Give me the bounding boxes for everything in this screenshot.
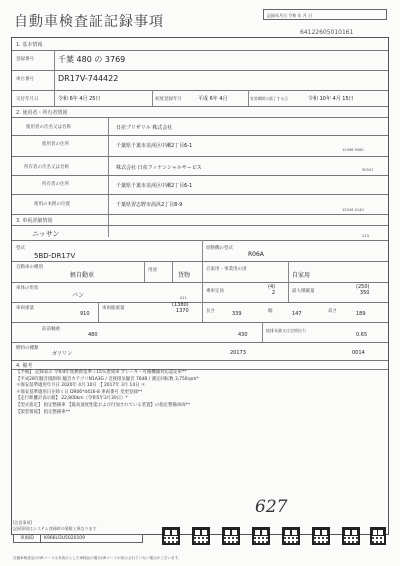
remark-line: ＊保安基準適用日を除く日 DR06*4416-8 車両番号 変更登録** [16, 389, 143, 395]
max-load-label: 最大積載量 [292, 289, 315, 294]
section-vehicle-heading: 3. 車両詳細情報 [16, 218, 53, 224]
business-use-value: 自家用 [292, 272, 311, 279]
section-remarks-heading: 4. 備考 [16, 363, 33, 369]
capacity-value: (4) 2 [268, 284, 276, 296]
vehicle-id-value: K966U3U5020109 [44, 536, 86, 541]
registration-number-label: 登録番号 [16, 57, 34, 62]
qr-code-icon [252, 527, 270, 545]
user-address-value: 千葉県千葉市美浜区中瀬2丁目6-1 [116, 143, 193, 149]
vehicle-class-value: 軽自動車 [70, 272, 95, 279]
model-designation-number: 20173 [230, 350, 246, 356]
qr-code-icon [162, 527, 180, 545]
base-location-value: 千葉県習志野市茜浜2丁目8-9 [116, 202, 183, 208]
remark-line: ＊保安基準適用年月日 2020年 4月 10日 【 2017年 3月 14日 ＊ [16, 383, 146, 389]
record-sheet [11, 37, 389, 535]
user-name-label: 使用者の氏名又は名称 [26, 125, 71, 130]
qr-code-icon [282, 527, 300, 545]
category-number: 0014 [352, 350, 365, 356]
displacement-value: 0.65 [356, 332, 368, 338]
handwritten-number: 627 [255, 497, 288, 517]
remark-line: 【架装情報】 指定整備車** [16, 409, 71, 415]
maker-code: 213 [362, 234, 369, 238]
length-value: 339 [232, 311, 242, 317]
height-label: 高さ [328, 309, 337, 314]
chassis-number-label: 車台番号 [16, 77, 34, 82]
qr-code-icon [370, 527, 386, 545]
displacement-label: 総排気量又は定格出力 [266, 328, 306, 333]
issue-date-label: 交付年月日 [16, 97, 39, 102]
remark-line: 【平成28年騒音規制車 騒音カテゴリN1A3G / 近接排気騒音 76dB / 測定回転数 3,750rpm* [16, 376, 199, 382]
issue-date-value: 令和 6年 4月 25日 [58, 96, 101, 102]
document-number: 64122605010161 [300, 29, 354, 36]
registration-number-value: 千葉 480 の 3769 [58, 55, 126, 64]
use-value: 貨物 [178, 272, 191, 279]
gross-weight-label: 車両総重量 [102, 306, 125, 311]
qr-code-icon [222, 527, 240, 545]
vehicle-weight-label: 車両重量 [16, 306, 34, 311]
gross-weight-value: (1380) 1370 [172, 302, 189, 314]
axle-weight-label: 前前軸重 [42, 327, 60, 332]
model-type-value: 5BD-DR17V [34, 252, 76, 260]
first-registration-value: 平成 6年 4月 [198, 96, 228, 102]
user-address-code: 12066 0080 [342, 148, 364, 152]
user-address-label: 使用者の住所 [42, 142, 69, 147]
notes-text: 記録事項はシステム登録時の情報と異なります [13, 526, 97, 531]
capacity-label: 乗車定員 [206, 289, 224, 294]
base-location-label: 使用の本拠の位置 [34, 202, 70, 207]
model-type-label: 型式 [16, 246, 25, 251]
vehicle-weight-value: 910 [80, 311, 90, 317]
rear-axle-value: 430 [238, 332, 248, 338]
owner-address-value: 千葉県千葉市美浜区中瀬2丁目6-1 [116, 183, 193, 189]
body-shape-label: 車体の形状 [16, 286, 39, 291]
width-value: 147 [292, 311, 302, 317]
qr-code-icon [312, 527, 330, 545]
front-axle-value: 480 [88, 332, 98, 338]
record-date-box: 記録年月日 令和 年 月 日 [263, 9, 387, 20]
vehicle-id-label: 車両ID [14, 535, 41, 542]
owner-name-value: 株式会社 日産フィナンシャルサービス [116, 165, 202, 171]
document-title: 自動車検査証記録事項 [14, 14, 164, 30]
remarks-list [16, 370, 386, 416]
use-label: 用途 [148, 268, 157, 273]
remark-line: 【予備】 記録表示 令和4年度燃費基準＋15％達成車 ブレーキ・可搬機器対応認定車** [16, 370, 187, 375]
expiry-date-label: 有効期間の満了する日 [250, 96, 288, 101]
body-shape-value: バン [72, 292, 85, 299]
remark-line: 【走行距離計表示値】 22,800km（令和5年3月30日）* [16, 396, 128, 402]
business-use-label: 自家用・事業用の別 [206, 267, 247, 272]
owner-address-label: 所有者の住所 [42, 182, 69, 187]
chassis-number-value: DR17V-744422 [58, 74, 119, 83]
width-label: 幅 [268, 309, 273, 314]
vehicle-class-label: 自動車の種別 [16, 265, 43, 270]
remark-line: 【型式指定】 指定整備車 【最高速度性能および付加されている装置】の指定整備車両** [16, 402, 191, 408]
engine-type-label: 原動機の型式 [206, 246, 233, 251]
owner-name-code: 90547 [362, 168, 374, 172]
max-load-value: (250) 350 [356, 284, 370, 296]
body-shape-code: 021 [180, 296, 187, 300]
bottom-disclaimer: 自動車検査証のQRコードは非表示とした車検証の場合QRコードが表示されていない場合がございます。 [13, 556, 182, 560]
qr-code-icon [342, 527, 360, 545]
maker-value: ニッサン [32, 230, 60, 238]
engine-type-value: R06A [248, 251, 264, 258]
owner-name-label: 所有者の氏名又は名称 [24, 165, 69, 170]
height-value: 189 [356, 311, 366, 317]
length-label: 長さ [206, 309, 215, 314]
vehicle-id-box [13, 534, 143, 543]
footer-notes [13, 520, 97, 532]
section-basic-heading: 1. 基本情報 [16, 42, 43, 48]
fuel-type-value: ガソリン [52, 351, 73, 357]
notes-label: [注意事項] [13, 520, 33, 525]
user-name-value: 日産プリザリル 株式会社 [116, 125, 173, 131]
first-registration-label: 初度登録年月 [155, 97, 182, 102]
qr-code-icon [192, 527, 210, 545]
fuel-type-label: 燃料の種類 [16, 346, 39, 351]
base-location-code: 12026 0140 [342, 208, 364, 212]
expiry-date-value: 令和 10年 4月 15日 [308, 96, 354, 102]
section-owner-heading: 2. 使用者・所有者情報 [16, 110, 68, 116]
